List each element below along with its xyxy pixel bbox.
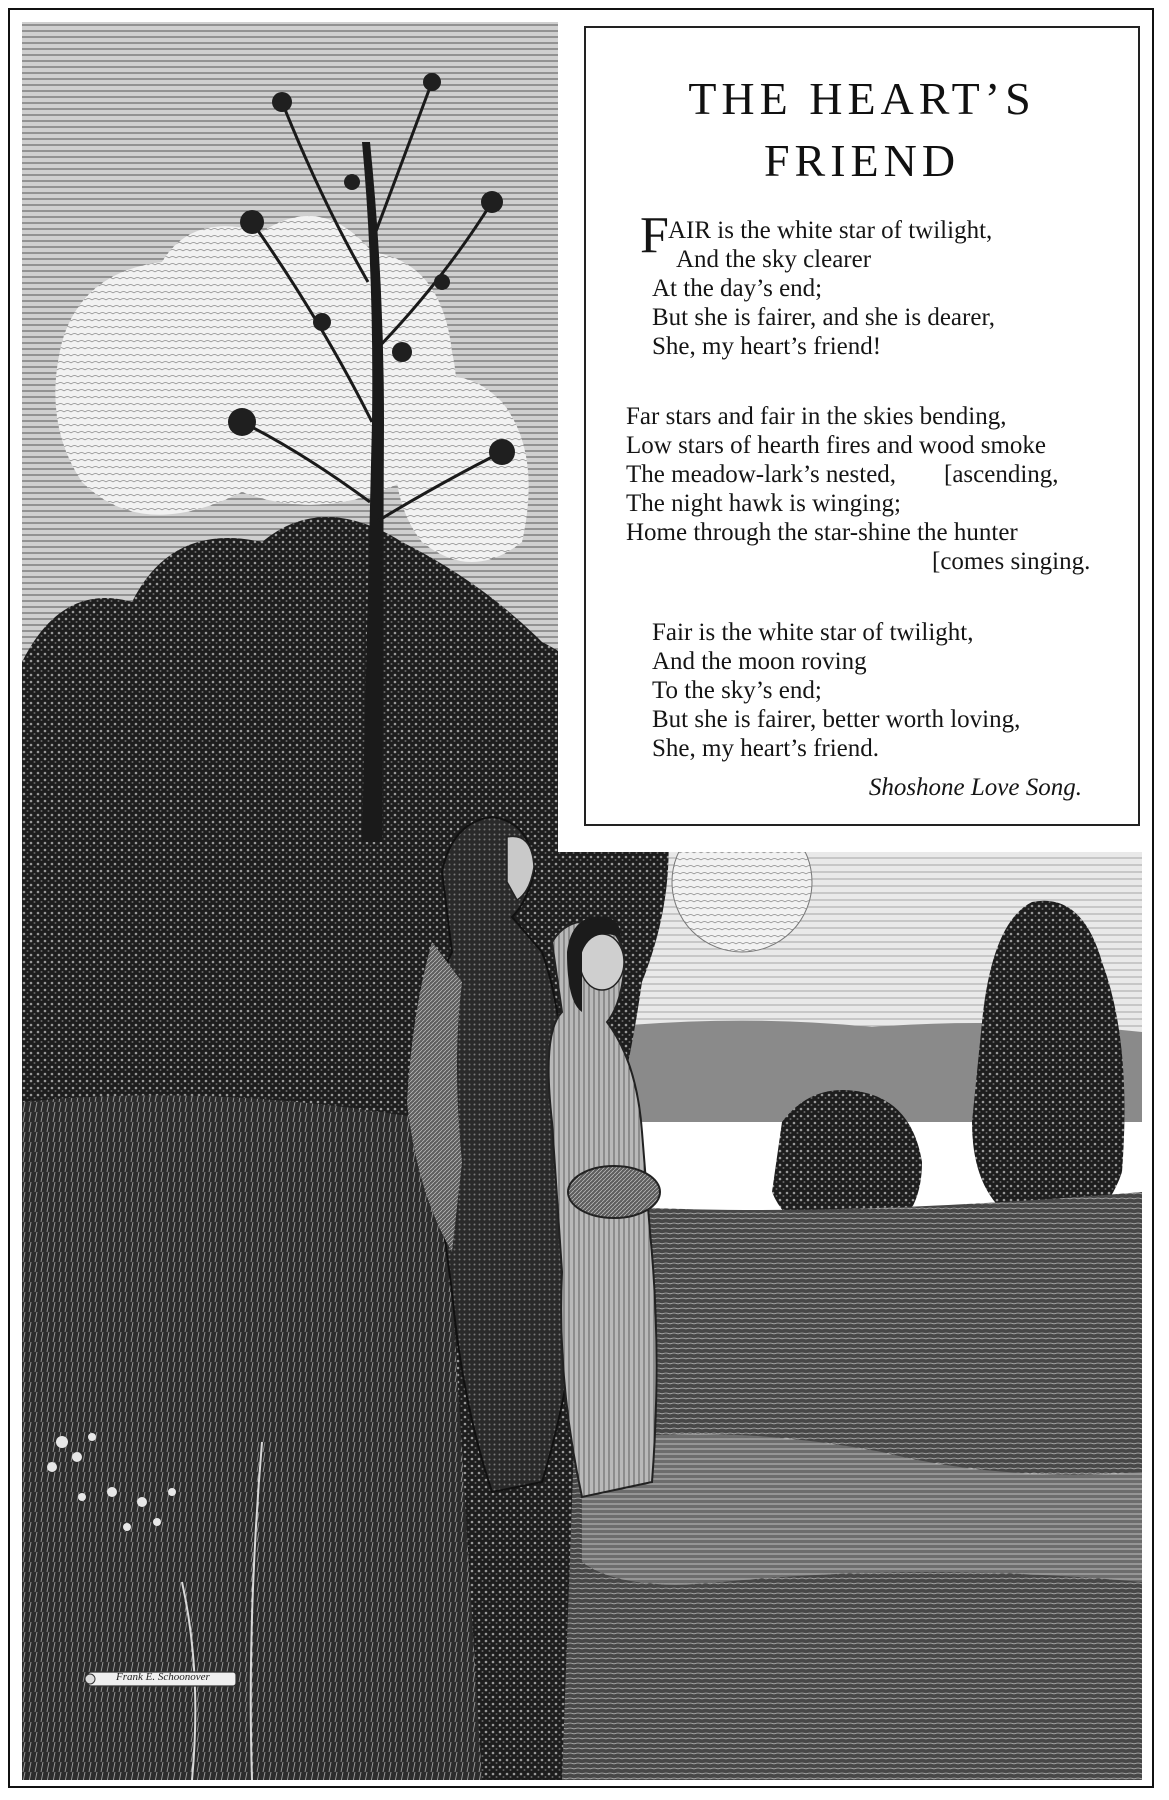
drop-cap: F	[640, 207, 669, 264]
stanza-3-line-5: She, my heart’s friend.	[652, 735, 880, 762]
stanza-2-line-2: Low stars of hearth fires and wood smoke	[626, 432, 1047, 459]
stanza-2-line-4: The night hawk is winging;	[626, 490, 901, 517]
stanza-2-line-3-runover: [ascending,	[944, 461, 1059, 488]
stanza-2-line-1: Far stars and fair in the skies bending,	[626, 403, 1007, 430]
stanza-1-line-1: AIR is the white star of twilight,	[668, 217, 993, 244]
stanza-1-line-4: But she is fairer, and she is dearer,	[652, 304, 996, 331]
stanza-3-line-2: And the moon roving	[652, 648, 867, 675]
title-line-2: FRIEND	[763, 135, 961, 186]
signature-text: Frank E. Schoonover	[116, 1671, 210, 1683]
stanza-2-line-3: The meadow-lark’s nested,	[626, 461, 897, 488]
stanza-2-line-5-runover: [comes singing.	[932, 548, 1091, 575]
stanza-1-line-2: And the sky clearer	[676, 246, 872, 273]
stanza-2-line-5: Home through the star-shine the hunter	[626, 519, 1018, 546]
stanza-3-line-3: To the sky’s end;	[652, 677, 822, 704]
stanza-1-line-3: At the day’s end;	[652, 275, 823, 302]
stanza-3-line-4: But she is fairer, better worth loving,	[652, 706, 1021, 733]
title-line-1: THE HEART’S	[688, 73, 1036, 124]
attribution: Shoshone Love Song.	[868, 774, 1082, 801]
stanza-1-line-5: She, my heart’s friend!	[652, 333, 882, 360]
page-border	[8, 8, 1154, 1788]
stanza-3-line-1: Fair is the white star of twilight,	[652, 619, 974, 646]
